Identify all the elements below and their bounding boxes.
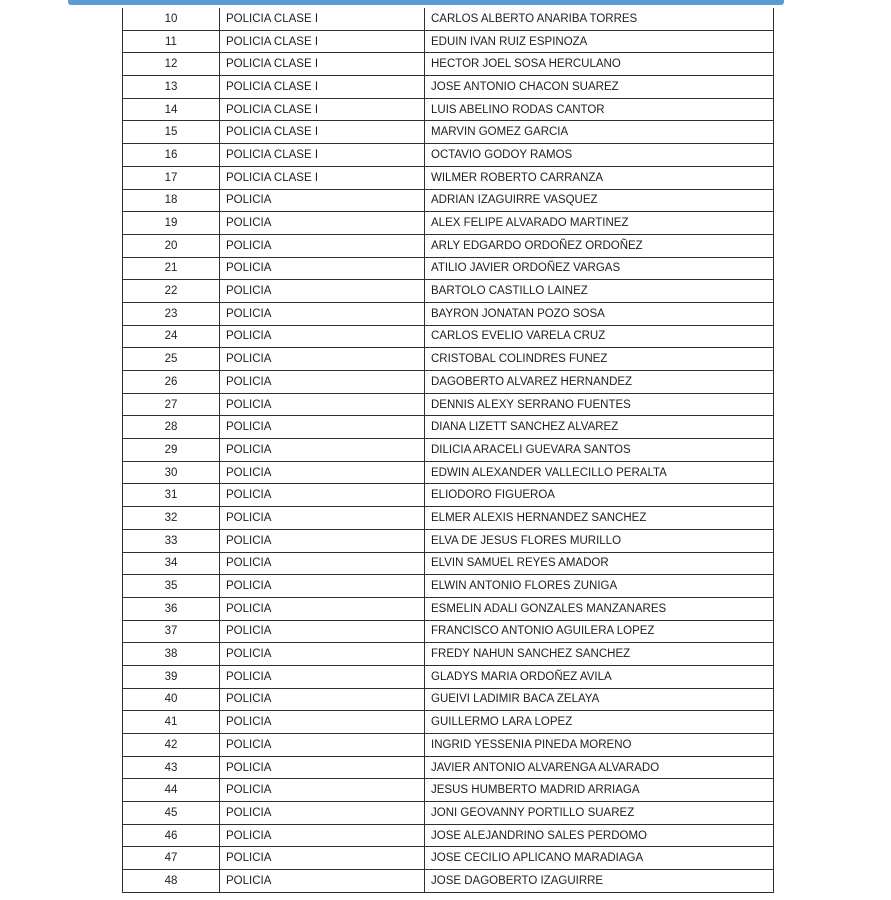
full-name-cell: ELWIN ANTONIO FLORES ZUNIGA — [425, 575, 774, 598]
row-number-cell: 32 — [123, 507, 220, 530]
table-row — [123, 824, 774, 847]
row-number-cell: 36 — [123, 597, 220, 620]
rank-cell: POLICIA — [220, 484, 425, 507]
table-row — [123, 575, 774, 598]
rank-cell: POLICIA — [220, 643, 425, 666]
full-name-cell: JAVIER ANTONIO ALVARENGA ALVARADO — [425, 756, 774, 779]
table-row — [123, 734, 774, 757]
table-row — [123, 461, 774, 484]
row-number-cell: 20 — [123, 234, 220, 257]
rank-cell: POLICIA — [220, 779, 425, 802]
row-number-cell: 34 — [123, 552, 220, 575]
row-number-cell: 40 — [123, 688, 220, 711]
full-name-cell: ATILIO JAVIER ORDOÑEZ VARGAS — [425, 257, 774, 280]
full-name-cell: BAYRON JONATAN POZO SOSA — [425, 302, 774, 325]
table-row — [123, 416, 774, 439]
row-number-cell: 17 — [123, 166, 220, 189]
rank-cell: POLICIA — [220, 620, 425, 643]
full-name-cell: HECTOR JOEL SOSA HERCULANO — [425, 53, 774, 76]
row-number-cell: 31 — [123, 484, 220, 507]
rank-cell: POLICIA — [220, 847, 425, 870]
table-row — [123, 302, 774, 325]
row-number-cell: 41 — [123, 711, 220, 734]
row-number-cell: 21 — [123, 257, 220, 280]
rank-cell: POLICIA — [220, 552, 425, 575]
rank-cell: POLICIA — [220, 802, 425, 825]
table-row — [123, 711, 774, 734]
rank-cell: POLICIA — [220, 416, 425, 439]
row-number-cell: 48 — [123, 870, 220, 893]
personnel-table — [122, 8, 774, 893]
rank-cell: POLICIA — [220, 280, 425, 303]
rank-cell: POLICIA — [220, 189, 425, 212]
rank-cell: POLICIA — [220, 734, 425, 757]
rank-cell: POLICIA — [220, 665, 425, 688]
full-name-cell: GUEIVI LADIMIR BACA ZELAYA — [425, 688, 774, 711]
table-row — [123, 30, 774, 53]
table-row — [123, 121, 774, 144]
full-name-cell: LUIS ABELINO RODAS CANTOR — [425, 98, 774, 121]
full-name-cell: ELMER ALEXIS HERNANDEZ SANCHEZ — [425, 507, 774, 530]
table-row — [123, 189, 774, 212]
rank-cell: POLICIA — [220, 302, 425, 325]
rank-cell: POLICIA CLASE I — [220, 53, 425, 76]
table-row — [123, 234, 774, 257]
full-name-cell: JOSE ANTONIO CHACON SUAREZ — [425, 76, 774, 99]
row-number-cell: 19 — [123, 212, 220, 235]
full-name-cell: INGRID YESSENIA PINEDA MORENO — [425, 734, 774, 757]
table-row — [123, 76, 774, 99]
full-name-cell: ALEX FELIPE ALVARADO MARTINEZ — [425, 212, 774, 235]
row-number-cell: 22 — [123, 280, 220, 303]
full-name-cell: DAGOBERTO ALVAREZ HERNANDEZ — [425, 371, 774, 394]
row-number-cell: 33 — [123, 529, 220, 552]
row-number-cell: 46 — [123, 824, 220, 847]
table-row — [123, 643, 774, 666]
full-name-cell: CARLOS EVELIO VARELA CRUZ — [425, 325, 774, 348]
row-number-cell: 27 — [123, 393, 220, 416]
top-accent-bar — [68, 0, 784, 5]
full-name-cell: JOSE ALEJANDRINO SALES PERDOMO — [425, 824, 774, 847]
table-row — [123, 371, 774, 394]
rank-cell: POLICIA — [220, 393, 425, 416]
table-row — [123, 212, 774, 235]
row-number-cell: 47 — [123, 847, 220, 870]
rank-cell: POLICIA — [220, 575, 425, 598]
full-name-cell: CRISTOBAL COLINDRES FUNEZ — [425, 348, 774, 371]
row-number-cell: 42 — [123, 734, 220, 757]
rank-cell: POLICIA — [220, 711, 425, 734]
full-name-cell: DIANA LIZETT SANCHEZ ALVAREZ — [425, 416, 774, 439]
full-name-cell: EDUIN IVAN RUIZ ESPINOZA — [425, 30, 774, 53]
table-row — [123, 348, 774, 371]
table-row — [123, 665, 774, 688]
full-name-cell: EDWIN ALEXANDER VALLECILLO PERALTA — [425, 461, 774, 484]
full-name-cell: WILMER ROBERTO CARRANZA — [425, 166, 774, 189]
rank-cell: POLICIA — [220, 597, 425, 620]
table-row — [123, 779, 774, 802]
rank-cell: POLICIA CLASE I — [220, 30, 425, 53]
rank-cell: POLICIA CLASE I — [220, 166, 425, 189]
row-number-cell: 45 — [123, 802, 220, 825]
rank-cell: POLICIA — [220, 529, 425, 552]
row-number-cell: 14 — [123, 98, 220, 121]
table-row — [123, 439, 774, 462]
full-name-cell: DILICIA ARACELI GUEVARA SANTOS — [425, 439, 774, 462]
table-row — [123, 484, 774, 507]
table-row — [123, 688, 774, 711]
rank-cell: POLICIA — [220, 348, 425, 371]
full-name-cell: ARLY EDGARDO ORDOÑEZ ORDOÑEZ — [425, 234, 774, 257]
full-name-cell: GLADYS MARIA ORDOÑEZ AVILA — [425, 665, 774, 688]
full-name-cell: ADRIAN IZAGUIRRE VASQUEZ — [425, 189, 774, 212]
table-row — [123, 325, 774, 348]
row-number-cell: 11 — [123, 30, 220, 53]
full-name-cell: DENNIS ALEXY SERRANO FUENTES — [425, 393, 774, 416]
full-name-cell: JESUS HUMBERTO MADRID ARRIAGA — [425, 779, 774, 802]
full-name-cell: BARTOLO CASTILLO LAINEZ — [425, 280, 774, 303]
rank-cell: POLICIA — [220, 371, 425, 394]
full-name-cell: FREDY NAHUN SANCHEZ SANCHEZ — [425, 643, 774, 666]
full-name-cell: ELVA DE JESUS FLORES MURILLO — [425, 529, 774, 552]
table-row — [123, 529, 774, 552]
table-row — [123, 507, 774, 530]
row-number-cell: 12 — [123, 53, 220, 76]
full-name-cell: OCTAVIO GODOY RAMOS — [425, 144, 774, 167]
row-number-cell: 10 — [123, 8, 220, 30]
rank-cell: POLICIA — [220, 439, 425, 462]
table-row — [123, 552, 774, 575]
rank-cell: POLICIA — [220, 257, 425, 280]
rank-cell: POLICIA — [220, 325, 425, 348]
rank-cell: POLICIA CLASE I — [220, 98, 425, 121]
row-number-cell: 24 — [123, 325, 220, 348]
row-number-cell: 18 — [123, 189, 220, 212]
table-row — [123, 98, 774, 121]
rank-cell: POLICIA — [220, 507, 425, 530]
table-row — [123, 8, 774, 30]
row-number-cell: 23 — [123, 302, 220, 325]
rank-cell: POLICIA — [220, 870, 425, 893]
row-number-cell: 43 — [123, 756, 220, 779]
row-number-cell: 37 — [123, 620, 220, 643]
table-row — [123, 597, 774, 620]
row-number-cell: 35 — [123, 575, 220, 598]
row-number-cell: 16 — [123, 144, 220, 167]
row-number-cell: 39 — [123, 665, 220, 688]
row-number-cell: 25 — [123, 348, 220, 371]
row-number-cell: 28 — [123, 416, 220, 439]
rank-cell: POLICIA — [220, 234, 425, 257]
table-row — [123, 620, 774, 643]
full-name-cell: ESMELIN ADALI GONZALES MANZANARES — [425, 597, 774, 620]
table-row — [123, 756, 774, 779]
full-name-cell: JONI GEOVANNY PORTILLO SUAREZ — [425, 802, 774, 825]
table-row — [123, 393, 774, 416]
row-number-cell: 13 — [123, 76, 220, 99]
rank-cell: POLICIA CLASE I — [220, 121, 425, 144]
table-row — [123, 53, 774, 76]
full-name-cell: ELIODORO FIGUEROA — [425, 484, 774, 507]
rank-cell: POLICIA — [220, 461, 425, 484]
table-row — [123, 280, 774, 303]
personnel-table-container — [122, 8, 764, 893]
full-name-cell: GUILLERMO LARA LOPEZ — [425, 711, 774, 734]
full-name-cell: CARLOS ALBERTO ANARIBA TORRES — [425, 8, 774, 30]
table-row — [123, 257, 774, 280]
row-number-cell: 38 — [123, 643, 220, 666]
full-name-cell: JOSE CECILIO APLICANO MARADIAGA — [425, 847, 774, 870]
personnel-table-body — [123, 8, 774, 892]
row-number-cell: 15 — [123, 121, 220, 144]
table-row — [123, 847, 774, 870]
table-row — [123, 802, 774, 825]
rank-cell: POLICIA — [220, 212, 425, 235]
rank-cell: POLICIA — [220, 824, 425, 847]
rank-cell: POLICIA — [220, 756, 425, 779]
full-name-cell: MARVIN GOMEZ GARCIA — [425, 121, 774, 144]
row-number-cell: 29 — [123, 439, 220, 462]
row-number-cell: 30 — [123, 461, 220, 484]
full-name-cell: ELVIN SAMUEL REYES AMADOR — [425, 552, 774, 575]
full-name-cell: JOSE DAGOBERTO IZAGUIRRE — [425, 870, 774, 893]
table-row — [123, 144, 774, 167]
row-number-cell: 44 — [123, 779, 220, 802]
rank-cell: POLICIA CLASE I — [220, 144, 425, 167]
full-name-cell: FRANCISCO ANTONIO AGUILERA LOPEZ — [425, 620, 774, 643]
row-number-cell: 26 — [123, 371, 220, 394]
table-row — [123, 870, 774, 893]
rank-cell: POLICIA CLASE I — [220, 8, 425, 30]
rank-cell: POLICIA CLASE I — [220, 76, 425, 99]
rank-cell: POLICIA — [220, 688, 425, 711]
table-row — [123, 166, 774, 189]
